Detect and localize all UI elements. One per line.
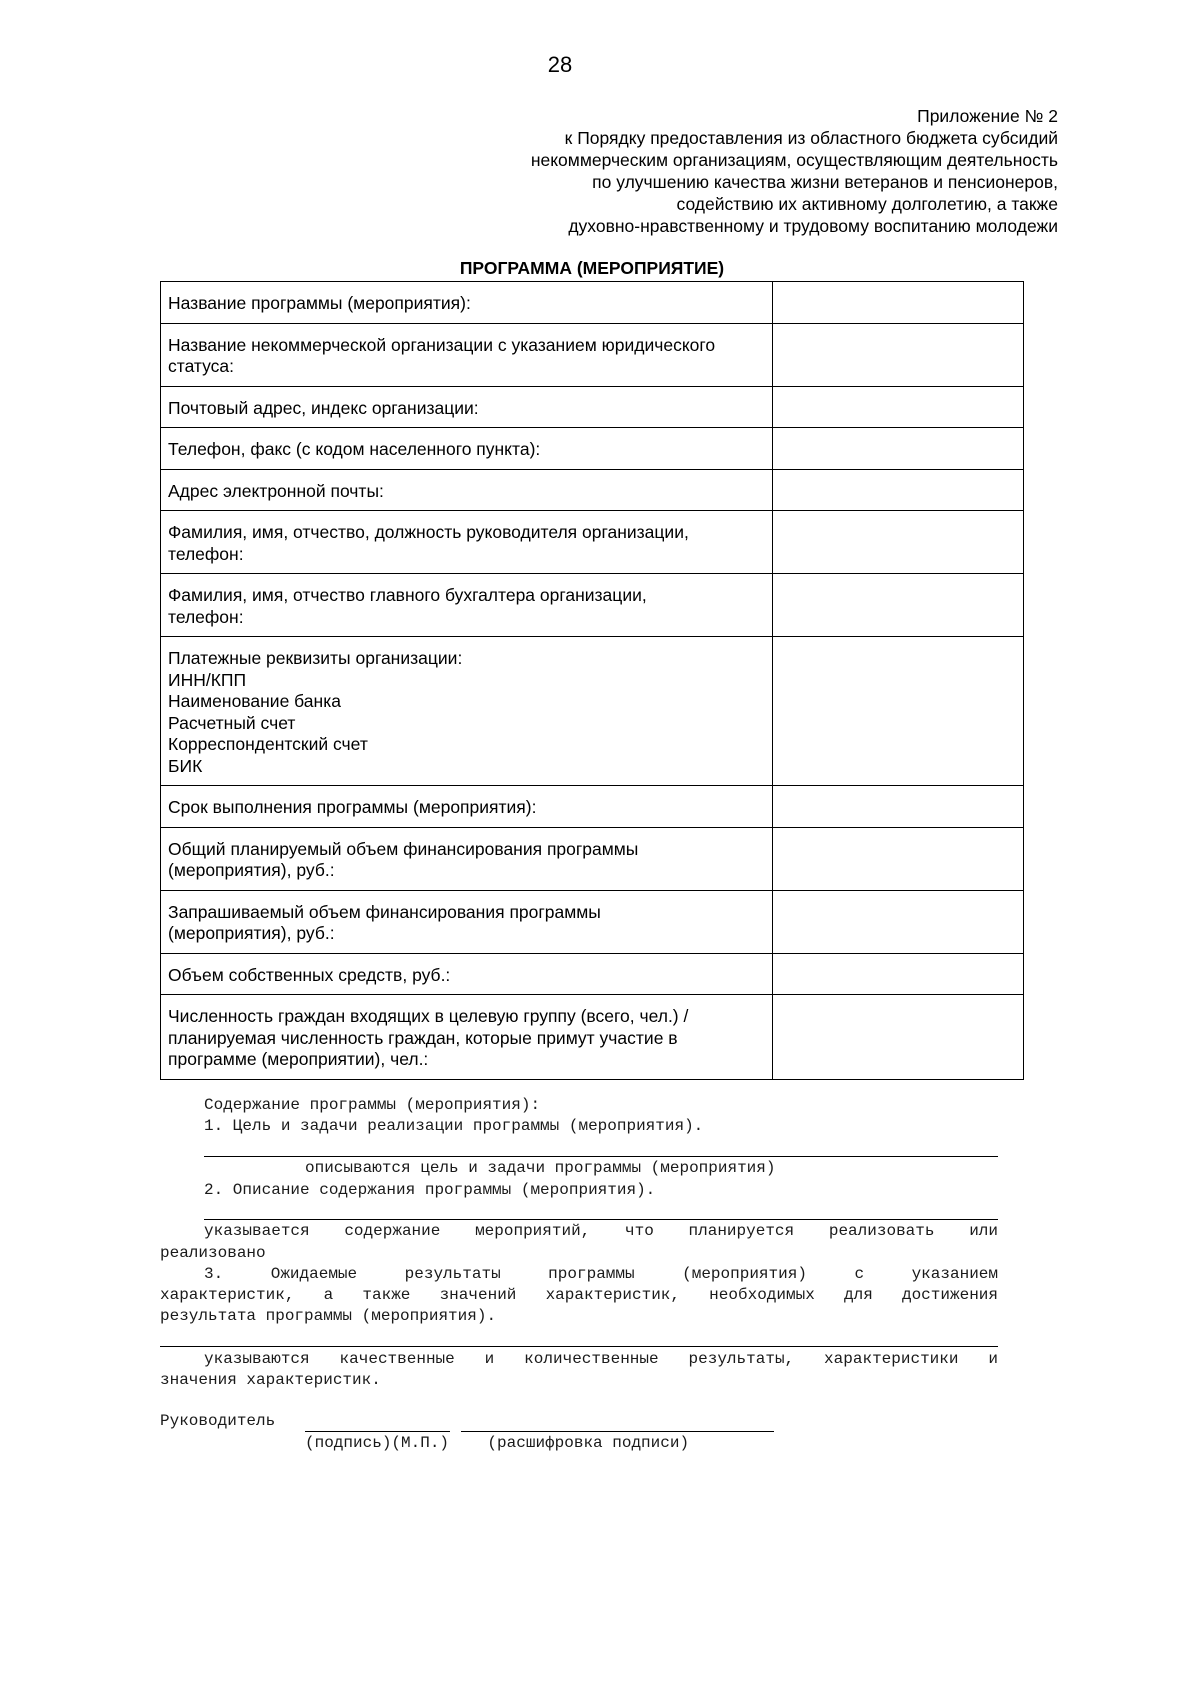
field-label: Численность граждан входящих в целевую группу (всего, чел.) / планируемая численность граждан, которые примут участие в программе (мероприятии), чел.:	[161, 995, 773, 1080]
appendix-header	[531, 105, 1058, 237]
field-value-cell[interactable]	[773, 995, 1024, 1080]
field-value-cell[interactable]	[773, 511, 1024, 574]
table-row	[161, 511, 1024, 574]
field-label: Телефон, факс (с кодом населенного пункта):	[161, 428, 773, 470]
appendix-line: по улучшению качества жизни ветеранов и пенсионеров,	[592, 172, 1058, 192]
table-row	[161, 386, 1024, 428]
content-item-3-hint: указываются качественные и количественные результаты, характеристики и	[204, 1350, 998, 1368]
field-value-cell[interactable]	[773, 637, 1024, 786]
appendix-line: содействию их активному долголетию, а также	[676, 194, 1058, 214]
content-item-2: 2. Описание содержания программы (мероприятия).	[204, 1181, 656, 1199]
content-item-3-hint-cont: значения характеристик.	[160, 1371, 381, 1389]
content-item-3-cont: характеристик, а также значений характеристик, необходимых для достижения	[160, 1286, 998, 1304]
table-row	[161, 953, 1024, 995]
field-label: Название программы (мероприятия):	[161, 282, 773, 324]
fill-in-line-1[interactable]	[204, 1156, 998, 1157]
signature-decoding-line[interactable]	[461, 1431, 774, 1432]
content-item-1-hint: описываются цель и задачи программы (мероприятия)	[305, 1159, 776, 1177]
signature-caption: (подпись)(М.П.) (расшифровка подписи)	[305, 1434, 690, 1452]
form-title: ПРОГРАММА (МЕРОПРИЯТИЕ)	[459, 258, 725, 278]
appendix-line: Приложение № 2	[917, 106, 1058, 126]
field-label: Запрашиваемый объем финансирования программы (мероприятия), руб.:	[161, 890, 773, 953]
table-row	[161, 890, 1024, 953]
signature-label: Руководитель	[160, 1412, 276, 1430]
table-row	[161, 574, 1024, 637]
content-item-2-hint-cont: реализовано	[160, 1244, 266, 1262]
table-row	[161, 786, 1024, 828]
table-row	[161, 995, 1024, 1080]
content-heading: Содержание программы (мероприятия):	[204, 1096, 541, 1114]
field-label: Фамилия, имя, отчество главного бухгалтера организации, телефон:	[161, 574, 773, 637]
field-value-cell[interactable]	[773, 469, 1024, 511]
field-label: Общий планируемый объем финансирования программы (мероприятия), руб.:	[161, 827, 773, 890]
appendix-line: духовно-нравственному и трудовому воспитанию молодежи	[568, 216, 1058, 236]
field-value-cell[interactable]	[773, 428, 1024, 470]
table-row	[161, 637, 1024, 786]
appendix-line: к Порядку предоставления из областного бюджета субсидий	[564, 128, 1058, 148]
field-value-cell[interactable]	[773, 953, 1024, 995]
program-form-table	[160, 281, 1024, 1080]
page-number: 28	[547, 52, 573, 77]
field-label: Фамилия, имя, отчество, должность руководителя организации, телефон:	[161, 511, 773, 574]
fill-in-line-2[interactable]	[204, 1219, 998, 1220]
field-value-cell[interactable]	[773, 890, 1024, 953]
field-label: Платежные реквизиты организации: ИНН/КПП Наименование банка Расчетный счет Корреспондентский счет БИК	[161, 637, 773, 786]
fill-in-line-3[interactable]	[160, 1346, 998, 1347]
signature-line[interactable]	[305, 1431, 450, 1432]
field-label: Срок выполнения программы (мероприятия):	[161, 786, 773, 828]
table-row	[161, 282, 1024, 324]
content-item-2-hint: указывается содержание мероприятий, что планируется реализовать или	[204, 1222, 998, 1240]
field-value-cell[interactable]	[773, 282, 1024, 324]
field-label: Адрес электронной почты:	[161, 469, 773, 511]
field-value-cell[interactable]	[773, 786, 1024, 828]
field-value-cell[interactable]	[773, 323, 1024, 386]
content-item-3-cont: результата программы (мероприятия).	[160, 1307, 497, 1325]
field-label: Почтовый адрес, индекс организации:	[161, 386, 773, 428]
field-value-cell[interactable]	[773, 827, 1024, 890]
table-row	[161, 827, 1024, 890]
field-label: Название некоммерческой организации с указанием юридического статуса:	[161, 323, 773, 386]
field-label: Объем собственных средств, руб.:	[161, 953, 773, 995]
field-value-cell[interactable]	[773, 574, 1024, 637]
content-item-3: 3. Ожидаемые результаты программы (мероприятия) с указанием	[204, 1265, 998, 1283]
table-row	[161, 469, 1024, 511]
field-value-cell[interactable]	[773, 386, 1024, 428]
table-row	[161, 428, 1024, 470]
content-item-1: 1. Цель и задачи реализации программы (мероприятия).	[204, 1117, 704, 1135]
table-row	[161, 323, 1024, 386]
appendix-line: некоммерческим организациям, осуществляющим деятельность	[530, 150, 1058, 170]
